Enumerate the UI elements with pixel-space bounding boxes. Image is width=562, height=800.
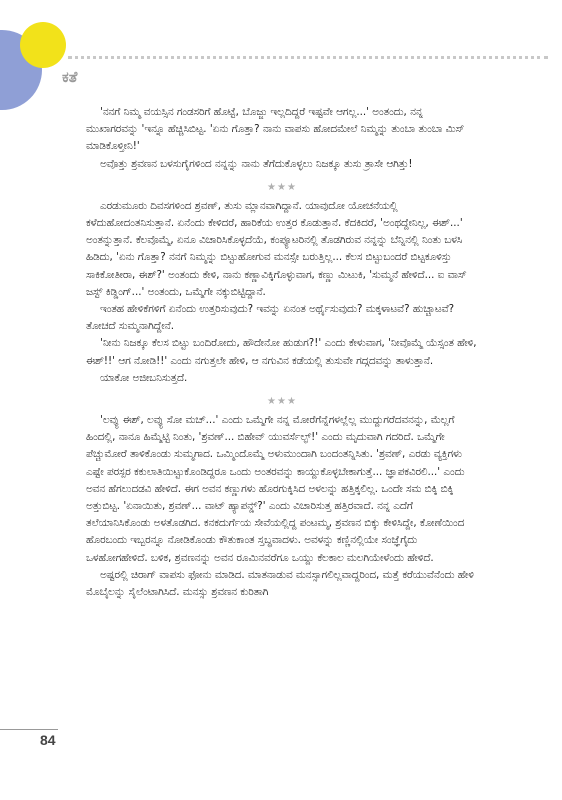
dotted-header-rule	[68, 56, 548, 59]
section-separator: ★★★	[267, 396, 297, 408]
paragraph: ಅವೊತ್ತು ಶ್ರವಣನ ಬಳಸುಗೈಗಳಿಂದ ನನ್ನನ್ನು ನಾನು ತೆಗೆದುಕೊಳ್ಳಲು ನಿಜಕ್ಕೂ ತುಸು ತ್ರಾಸೇ ಆಗಿತ್ತು!	[100, 157, 413, 170]
story-body	[86, 104, 478, 601]
section-label: ಕತೆ	[62, 68, 78, 86]
decorative-yellow-circle	[20, 22, 66, 68]
footer-rule	[0, 729, 58, 730]
paragraph: 'ಲವ್ಯು ಈಶ್, ಲವ್ಯು ಸೋ ಮಚ್...' ಎಂದು ಒಮ್ಮೆಗೇ ನನ್ನ ಮೋರೆಗೆನ್ನೆಗಳಲ್ಲೆಲ್ಲ ಮುದ್ದುಗರೆದವನನ್ನು, ಮೆಲ್ಲಗೆ ಹಿಂದಲ್ಲಿ, ನಾನೂ ಹಿಮ್ಮೆಟ್ಟಿ ನಿಂತು, 'ಶ್ರವಣ್... ಬಿಹೇವ್ ಯುವರ್ಸೆಲ್ಫ್!' ಎಂದು ಮೃದುವಾಗಿ ಗದರಿದೆ. ಒಮ್ಮೆಗೇ ಪೆಚ್ಚುಮೋರೆ ತಾಳಿಕೊಂಡು ಸುಮ್ಮಗಾದ. ಒಮ್ಮಿಂದೊಮ್ಮೆ ಅಳುಮುಂದಾಗಿ ಬಂದಂತನ್ನಿಸಿತು. 'ಶ್ರವಣ್, ಎರಡು ವ್ಯಕ್ತಿಗಳು ಎಷ್ಟೇ ಪರಸ್ಪರ ಕಕುಲಾತಿಯಿಟ್ಟುಕೊಂಡಿದ್ದರೂ ಒಂದು ಅಂತರವನ್ನು ಕಾಯ್ದುಕೊಳ್ಳಬೇಕಾಗುತ್ತೆ... ಜ್ಞಾಪಕವಿರಲಿ...' ಎಂದು ಅವನ ಹೆಗಲುದಡವಿ ಹೇಳಿದೆ. ಈಗ ಅವನ ಕಣ್ಣುಗಳು ಹೊರಗುಕ್ಕಿಸಿದ ಅಳಲನ್ನು ಹತ್ತಿಕ್ಕಲಿಲ್ಲ. ಒಂದೇ ಸಮ ಬಿಕ್ಕಿ ಬಿಕ್ಕಿ ಅತ್ತುಬಿಟ್ಟ. 'ಏನಾಯಿತು, ಶ್ರವಣ್... ವಾಟ್ ಹ್ಯಾಪನ್ಡ್?' ಎಂದು ವಿಚಾರಿಸುತ್ತ ಹತ್ತಿರವಾದೆ. ನನ್ನ ಎದೆಗೆ ತಲೆಯಾನಿಸಿಕೊಂಡು ಅಳತೊಡಗಿದ. ಕನಕದುರ್ಗೆಯ ಸೇವೆಯಲ್ಲಿದ್ದ ಪಂಟಮ್ಮ, ಶ್ರವಣನ ಬಿಕ್ಕು ಕೇಳಿಸಿದ್ದೇ, ಕೋಣೆಯಿಂದ ಹೊರಬಂದು ಇಬ್ಬರನ್ನೂ ನೋಡಿಕೊಂಡು ಕೌತುಕಾಂತ ಸ್ತಬ್ಧವಾದಳು. ಅವಳನ್ನು ಕಣ್ಣಿನಲ್ಲಿಯೇ ಸಂಜ್ಞೆಗೈದು ಒಳಹೋಗಹೇಳಿದೆ. ಬಳಿಕ, ಶ್ರವಣನನ್ನು ಅವನ ರೂಮಿನವರೆಗೂ ಒಯ್ದು ಕೆಲಕಾಲ ಮಲಗಿಯೇಳೆಂದು ಹೇಳಿದೆ.	[86, 414, 465, 564]
paragraph: ಅಷ್ಟರಲ್ಲಿ ಚಿರಾಗ್ ವಾಪಸು ಫೋನು ಮಾಡಿದ. ಮಾತನಾಡುವ ಮನಸ್ಸಾಗಲಿಲ್ಲವಾದ್ದರಿಂದ, ಮತ್ತೆ ಕರೆಯುವೆನೆಂದು ಹೇಳಿ ಮೊಬೈಲನ್ನು ಸೈಲೆಂಟಾಗಿಸಿದೆ. ಮನಸ್ಸು ಶ್ರವಣನ ಕುರಿತಾಗಿ	[86, 568, 474, 599]
paragraph: ಯಾಕೋ ಅಜೀಬನಿಸುತ್ತದೆ.	[100, 371, 188, 384]
paragraph: 'ನನಗೆ ನಿಮ್ಮ ವಯಸ್ಸಿನ ಗಂಡಸರಿಗೆ ಹೊಟ್ಟೆ, ಬೊಜ್ಜು ಇಲ್ಲದಿದ್ದರೆ ಇಷ್ಟವೇ ಆಗಲ್ಲ...' ಅಂತಂದು, ನನ್ನ ಮುಖಾಗರವನ್ನು 'ಇನ್ನೂ ಹೆಚ್ಚಿಸಿಬಿಟ್ಟ. 'ಏನು ಗೊತ್ತಾ? ನಾನು ವಾಪಸು ಹೋದಮೇಲೆ ನಿಮ್ಮನ್ನು ತುಂಬಾ ತುಂಬಾ ಮಿಸ್ ಮಾಡಿಕೊಳ್ತೀನಿ!'	[86, 106, 465, 153]
page-number: 84	[40, 732, 56, 748]
paragraph: ಎರಡುಮೂರು ದಿವಸಗಳಿಂದ ಶ್ರವಣ್, ತುಸು ಮ್ಲಾನವಾಗಿದ್ದಾನೆ. ಯಾವುದೋ ಯೋಚನೆಯಲ್ಲಿ ಕಳೆದುಹೋದಂತನಿಸುತ್ತಾನೆ. ಏನೆಂದು ಕೇಳಿದರೆ, ಹಾರಿಕೆಯ ಉತ್ತರ ಕೊಡುತ್ತಾನೆ. ಕೆದಕಿದರೆ, 'ಅಂಥದ್ದೇನಿಲ್ಲ, ಈಶ್...' ಅಂತನ್ನುತ್ತಾನೆ. ಕೆಲವೊಮ್ಮೆ, ಏನೂ ವಿಚಾರಿಸಿಕೊಳ್ಳದೆಯೆ, ಕಂಪ್ಯೂಟರಿನಲ್ಲಿ ತೊಡಗಿರುವ ನನ್ನನ್ನು ಬೆನ್ನಿನಲ್ಲಿ ನಿಂತು ಬಳಸಿ ಹಿಡಿದು, 'ಏನು ಗೊತ್ತಾ? ನನಗೆ ನಿಮ್ಮನ್ನು ಬಿಟ್ಟುಹೋಗುವ ಮನಸ್ಸೇ ಬರುತ್ತಿಲ್ಲ... ಕೆಲಸ ಬಿಟ್ಟುಬಂದರೆ ಬಿಟ್ಟಕೂಳಿಸ್ತು ಸಾಕಿಕೋತೀರಾ, ಈಶ್?' ಅಂತಂದು ಕೇಳಿ, ನಾನು ಕಣ್ಣಾವಿಕ್ಕಿಗೊಳ್ಳುವಾಗ, ಕಣ್ಣು ಮಿಟುಕಿ, 'ಸುಮ್ಮನೆ ಹೇಳಿದೆ... ಐ ವಾಸ್ ಜಸ್ಟ್ ಕಿಡ್ಡಿಂಗ್...' ಅಂತಂದು, ಒಮ್ಮೆಗೇ ನಕ್ಕುಬಿಟ್ಟಿದ್ದಾನೆ.	[86, 199, 467, 298]
section-separator: ★★★	[267, 181, 297, 193]
paragraph: 'ನೀನು ನಿಜಕ್ಕೂ ಕೆಲಸ ಬಿಟ್ಟು ಬಂದಿರೋದು, ಹೌದೇನೋ ಹುಡುಗ?!' ಎಂದು ಕೇಳುವಾಗ, 'ನೀವೊಮ್ಮೆ ಯೆಸ್ಸಂತ ಹೇಳಿ, ಈಶ್!!' ಆಗ ನೋಡಿ!!' ಎಂದು ನಗುತ್ತಲೇ ಹೇಳಿ, ಆ ನಗುವಿನ ಕಡೆಯಲ್ಲಿ ತುಸುವೇ ಗದ್ಗದವನ್ನು ತಾಳುತ್ತಾನೆ.	[86, 337, 477, 367]
paragraph: ಇಂತಹ ಹೇಳಿಕೆಗಳಿಗೆ ಏನೆಂದು ಉತ್ತರಿಸುವುದು? ಇವನ್ನು ಏನಂತ ಅರ್ಥೈಸುವುದು? ಮಕ್ಕಳಾಟವೆ? ಹುಚ್ಚಾಟವೆ? ತೋಚದೆ ಸುಮ್ಮನಾಗಿದ್ದೇನೆ.	[86, 303, 455, 333]
